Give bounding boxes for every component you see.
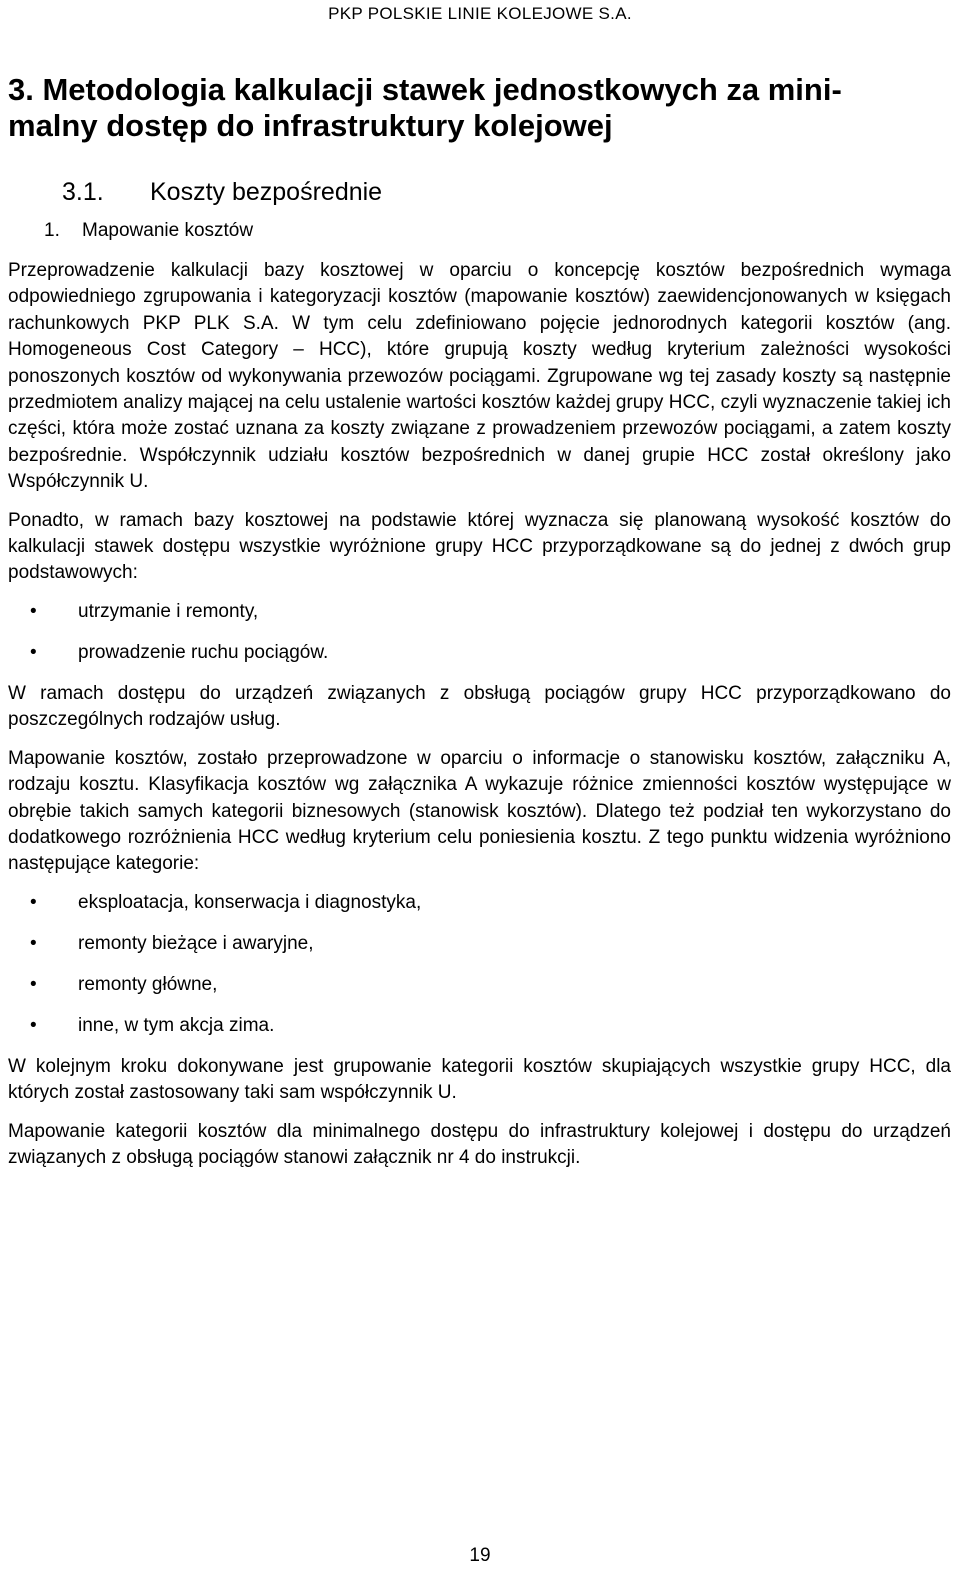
list-item: • prowadzenie ruchu pociągów.: [8, 640, 951, 666]
section-heading: [62, 177, 382, 207]
paragraph-hcc-definition: Przeprowadzenie kalkulacji bazy kosztowej w oparciu o koncepcję kosztów bezpośrednich wymaga odpowiedniego zgrupowania i kategoryzacji kosztów (mapowanie kosztów) zaewidencjonowanych w księgach rachunkowych PKP PLK S.A. W tym celu zdefiniowano pojęcie jednorodnych kategorii kosztów (ang. Homogeneous Cost Category – HCC), które grupują koszty według kryterium zależności wysokości ponoszonych kosztów od wykonywania przewozów pociągami. Zgrupowane wg tej zasady koszty są następnie przedmiotem analizy mającej na celu ustalenie wartości kosztów każdej grupy HCC, czyli wyznaczenie takiej ich części, która może zostać uznana za koszty związane z prowadzeniem przewozów pociągami, a zatem koszty bezpośrednie. Współczynnik udziału kosztów bezpośrednich w danej grupie HCC został określony jako Współczynnik U.: [8, 260, 951, 493]
subsection-number: 1.: [44, 220, 60, 241]
cost-categories-list: [8, 890, 951, 1039]
list-item: • eksploatacja, konserwacja i diagnostyka,: [8, 890, 951, 916]
list-item: • remonty bieżące i awaryjne,: [8, 931, 951, 957]
list-item: • utrzymanie i remonty,: [8, 599, 951, 625]
page-number: 19: [469, 1545, 491, 1566]
body-text: [8, 258, 951, 1183]
paragraph-cost-mapping: Mapowanie kosztów, zostało przeprowadzone w oparciu o informacje o stanowisku kosztów, załączniku A, rodzaju kosztu. Klasyfikacja kosztów wg załącznika A wykazuje różnice zmienności kosztów występujące w obrębie takich samych kategorii biznesowych (stanowisk kosztów). Dlatego też podział ten wykorzystano do dodatkowego rozróżnienia HCC według kryterium celu poniesienia kosztu. Z tego punktu widzenia wyróżniono następujące kategorie:: [8, 747, 951, 875]
paragraph-service-assignment: W ramach dostępu do urządzeń związanych z obsługą pociągów grupy HCC przyporządkowano do poszczególnych rodzajów usług.: [8, 682, 951, 731]
paragraph-grouping-step: W kolejnym kroku dokonywane jest grupowanie kategorii kosztów skupiających wszystkie grupy HCC, dla których został zastosowany taki sam współczynnik U.: [8, 1055, 951, 1104]
section-number: 3.1.: [62, 178, 104, 206]
subsection-heading: [44, 219, 253, 243]
chapter-title-line-2: malny dostęp do infrastruktury kolejowej: [8, 108, 613, 143]
chapter-title-line-1: 3. Metodologia kalkulacji stawek jednostkowych za mini-: [8, 72, 842, 107]
list-item: • remonty główne,: [8, 972, 951, 998]
subsection-title: Mapowanie kosztów: [82, 220, 254, 241]
basic-groups-list: [8, 599, 951, 666]
paragraph-base-groups: Ponadto, w ramach bazy kosztowej na podstawie której wyznacza się planowaną wysokość kosztów do kalkulacji stawek dostępu wszystkie wyróżnione grupy HCC przyporządkowane są do jednej z dwóch grup podstawowych:: [8, 509, 951, 584]
running-header: PKP POLSKIE LINIE KOLEJOWE S.A.: [328, 4, 632, 23]
paragraph-annex-reference: Mapowanie kategorii kosztów dla minimalnego dostępu do infrastruktury kolejowej i dostępu do urządzeń związanych z obsługą pociągów stanowi załącznik nr 4 do instrukcji.: [8, 1120, 951, 1168]
chapter-title: [8, 72, 958, 144]
section-title: Koszty bezpośrednie: [150, 178, 383, 206]
list-item: • inne, w tym akcja zima.: [8, 1013, 951, 1039]
